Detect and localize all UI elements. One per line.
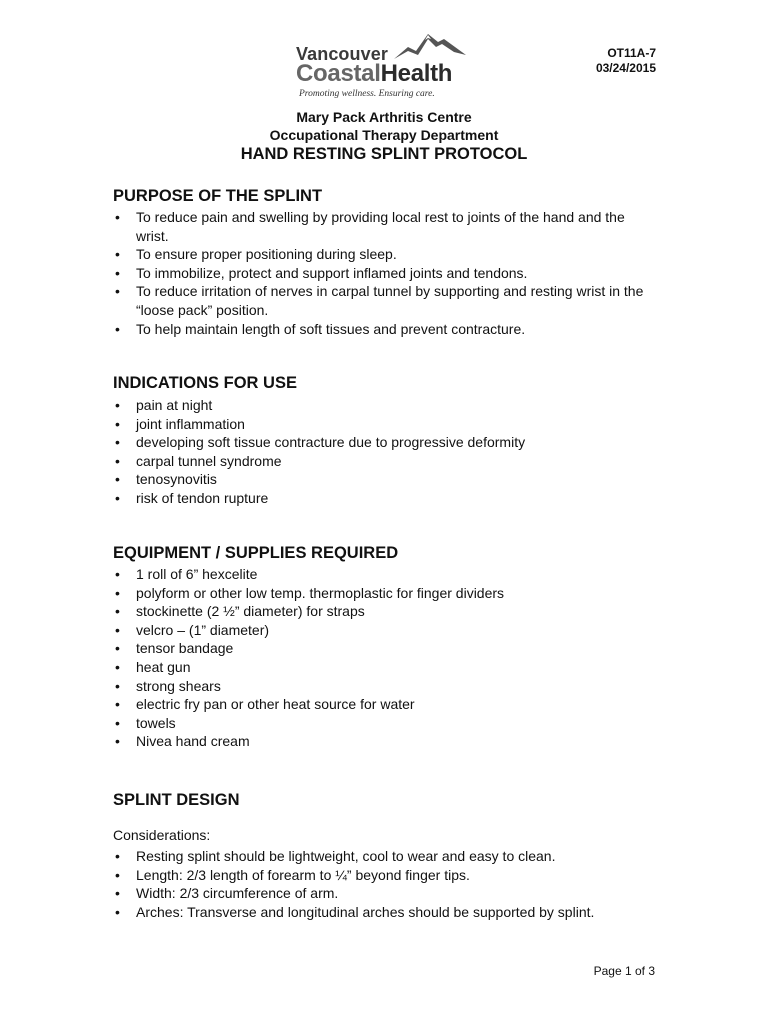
considerations-label: Considerations: bbox=[113, 827, 211, 843]
vch-logo bbox=[296, 30, 471, 102]
document-date: 03/24/2015 bbox=[595, 60, 656, 75]
document-reference bbox=[596, 46, 656, 75]
list-item: • To ensure proper positioning during sleep. bbox=[113, 245, 653, 264]
logo-wordmark-line2 bbox=[296, 60, 452, 88]
list-item: • Arches: Transverse and longitudinal arches should be supported by splint. bbox=[113, 903, 653, 922]
list-item: • To immobilize, protect and support inflamed joints and tendons. bbox=[113, 264, 653, 283]
purpose-list bbox=[113, 208, 653, 338]
list-item: • To reduce pain and swelling by providing local rest to joints of the hand and the wrist. bbox=[113, 208, 653, 245]
design-heading: SPLINT DESIGN bbox=[113, 791, 240, 809]
list-item: • Resting splint should be lightweight, cool to wear and easy to clean. bbox=[113, 847, 653, 866]
equipment-list bbox=[113, 565, 653, 751]
list-item: • strong shears bbox=[113, 677, 653, 696]
page-number: Page 1 of 3 bbox=[593, 964, 655, 978]
list-item: • stockinette (2 ½” diameter) for straps bbox=[113, 602, 653, 621]
list-item: • Nivea hand cream bbox=[113, 732, 653, 751]
logo-tagline: Promoting wellness. Ensuring care. bbox=[299, 89, 435, 99]
document-title: HAND RESTING SPLINT PROTOCOL bbox=[240, 145, 528, 163]
list-item: • To help maintain length of soft tissues and prevent contracture. bbox=[113, 320, 653, 339]
list-item: • polyform or other low temp. thermoplastic for finger dividers bbox=[113, 584, 653, 603]
logo-health-text: Health bbox=[380, 60, 453, 87]
list-item: • electric fry pan or other heat source for water bbox=[113, 695, 653, 714]
document-code: OT11A-7 bbox=[607, 46, 656, 60]
list-item: • developing soft tissue contracture due to progressive deformity bbox=[113, 433, 653, 452]
list-item: • heat gun bbox=[113, 658, 653, 677]
list-item: • To reduce irritation of nerves in carpal tunnel by supporting and resting wrist in the “loose pack” position. bbox=[113, 282, 653, 319]
list-item: • Width: 2/3 circumference of arm. bbox=[113, 884, 653, 903]
department-name: Occupational Therapy Department bbox=[269, 127, 499, 143]
indications-heading: INDICATIONS FOR USE bbox=[113, 374, 297, 392]
list-item: • Length: 2/3 length of forearm to ¼” beyond finger tips. bbox=[113, 866, 653, 885]
equipment-heading: EQUIPMENT / SUPPLIES REQUIRED bbox=[113, 544, 399, 562]
logo-coastal-text: Coastal bbox=[296, 60, 381, 87]
list-item: • 1 roll of 6” hexcelite bbox=[113, 565, 653, 584]
list-item: • risk of tendon rupture bbox=[113, 489, 653, 508]
mountain-logo-icon bbox=[394, 30, 466, 60]
list-item: • velcro – (1” diameter) bbox=[113, 621, 653, 640]
purpose-heading: PURPOSE OF THE SPLINT bbox=[113, 187, 323, 205]
organization-name: Mary Pack Arthritis Centre bbox=[296, 109, 472, 125]
indications-list bbox=[113, 396, 653, 508]
list-item: • tenosynovitis bbox=[113, 470, 653, 489]
list-item: • pain at night bbox=[113, 396, 653, 415]
list-item: • tensor bandage bbox=[113, 639, 653, 658]
list-item: • carpal tunnel syndrome bbox=[113, 452, 653, 471]
list-item: • towels bbox=[113, 714, 653, 733]
design-list bbox=[113, 847, 653, 921]
list-item: • joint inflammation bbox=[113, 415, 653, 434]
logo-wordmark-line1: Vancouver bbox=[296, 44, 388, 64]
